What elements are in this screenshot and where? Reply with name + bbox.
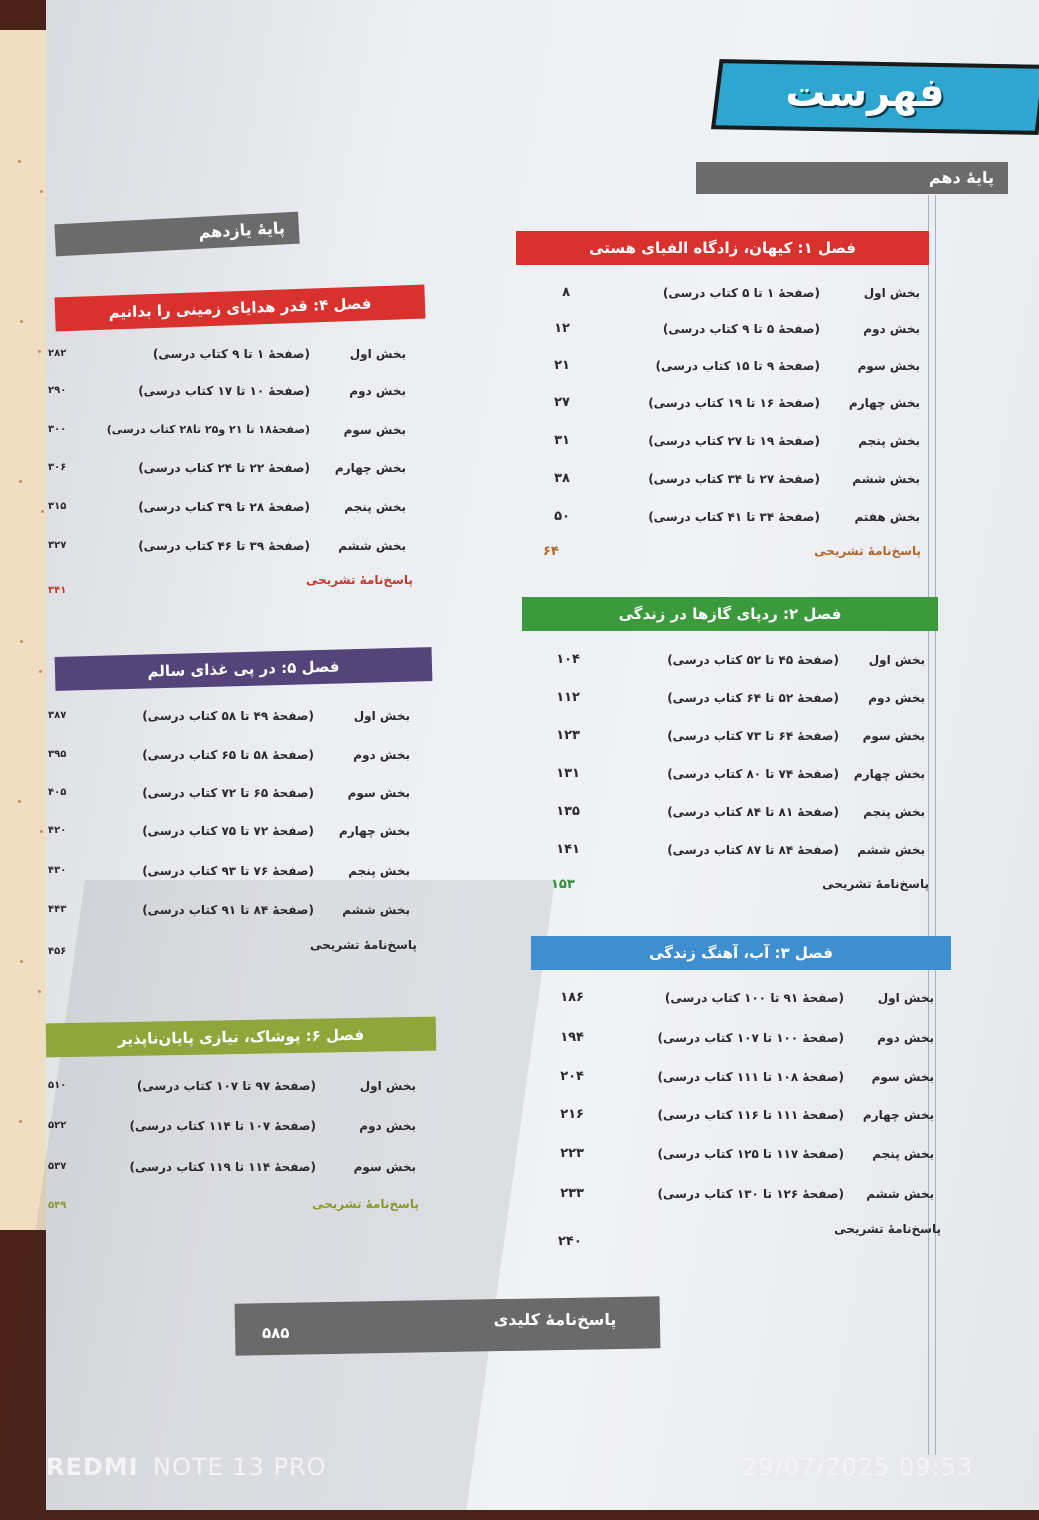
chapter-1-answers-label: پاسخ‌نامهٔ تشریحی [814,544,921,558]
section-label: بخش دوم [349,384,406,398]
page-range: (صفحهٔ ۱۰۰ تا ۱۰۷ کتاب درسی) [657,1031,844,1045]
page-number: ۲۲۳ [560,1146,584,1161]
chapter-1-header [516,231,929,265]
page-shadow [0,880,555,1520]
page-range: (صفحهٔ ۹۷ تا ۱۰۷ کتاب درسی) [136,1079,316,1093]
chapter-3-title: فصل ۳: آب، آهنگ زندگی [649,944,833,962]
section-label: بخش پنجم [344,500,406,514]
page-number: ۵۲۲ [48,1120,67,1131]
section-label: بخش چهارم [848,396,920,410]
chapter-6-answers-label: پاسخ‌نامهٔ تشریحی [312,1197,419,1211]
chapter-4-answers-page: ۳۴۱ [48,585,67,596]
chapter-4-row-6 [46,535,406,557]
page-range: (صفحهٔ ۵ تا ۹ کتاب درسی) [662,322,820,336]
chapter-3-header [531,936,951,970]
chapter-4-row-5 [46,496,406,518]
section-label: بخش سوم [347,786,410,800]
chapter-3-row-1 [532,987,934,1009]
chapter-5-row-5 [46,860,410,882]
page-range: (صفحهٔ ۳۹ تا ۴۶ کتاب درسی) [138,539,310,553]
page-number: ۳۰۰ [48,424,67,435]
page-range: (صفحهٔ ۷۲ تا ۷۵ کتاب درسی) [142,824,314,838]
page-number: ۵۱۰ [48,1080,67,1091]
page-number: ۸ [562,285,570,300]
page-number: ۲۷ [554,395,570,410]
page-number: ۲۸۲ [48,348,67,359]
chapter-2-row-3 [525,725,925,747]
page-range: (صفحهٔ۱۸ تا ۲۱ و۲۵ تا۲۸ کتاب درسی) [106,423,310,436]
page-range: (صفحهٔ ۳۴ تا ۴۱ کتاب درسی) [648,510,820,524]
section-label: بخش هفتم [854,510,920,524]
section-label: بخش دوم [353,748,410,762]
section-label: بخش دوم [359,1119,416,1133]
chapter-4-row-1 [46,343,406,365]
section-label: بخش اول [868,653,925,667]
section-label: بخش چهارم [338,824,410,838]
page-title: فهرست [785,70,945,116]
page-number: ۳۸۷ [48,710,67,721]
chapter-1-row-7 [520,506,920,528]
chapter-2-answers-page: ۱۵۳ [551,877,575,892]
section-label: بخش دوم [877,1031,934,1045]
page-range: (صفحهٔ ۹۱ تا ۱۰۰ کتاب درسی) [664,991,844,1005]
chapter-5-row-4 [46,820,410,842]
section-label: بخش ششم [866,1187,934,1201]
section-label: بخش پنجم [348,864,410,878]
section-label: بخش اول [877,991,934,1005]
page-number: ۲۳۳ [560,1186,584,1201]
chapter-2-header [522,597,938,631]
chapter-1-row-3 [520,355,920,377]
chapter-5-answers-label: پاسخ‌نامهٔ تشریحی [310,938,417,952]
section-label: بخش دوم [863,322,920,336]
page-range: (صفحهٔ ۷۴ تا ۸۰ کتاب درسی) [667,767,839,781]
section-label: بخش پنجم [858,434,920,448]
section-label: بخش سوم [353,1160,416,1174]
page-range: (صفحهٔ ۸۱ تا ۸۴ کتاب درسی) [667,805,839,819]
chapter-4-row-2 [46,380,406,402]
chapter-1-row-1 [520,282,920,304]
page-number: ۴۳۰ [48,865,67,876]
chapter-2-row-1 [525,649,925,671]
section-label: بخش اول [863,286,920,300]
margin-rule [928,195,936,1455]
page-range: (صفحهٔ ۱۰۷ تا ۱۱۴ کتاب درسی) [129,1119,316,1133]
chapter-3-row-4 [532,1104,934,1126]
key-answers-label: پاسخ‌نامهٔ کلیدی [493,1310,617,1329]
chapter-1-row-5 [520,430,920,452]
page-range: (صفحهٔ ۲۸ تا ۳۹ کتاب درسی) [138,500,310,514]
page-number: ۱۲ [554,321,570,336]
page-number: ۳۱۵ [48,501,67,512]
chapter-6-title: فصل ۶: پوشاک، نیازی پایان‌ناپذیر [117,1025,365,1049]
chapter-1-title: فصل ۱: کیهان، زادگاه الفبای هستی [589,239,856,257]
section-label: بخش سوم [862,729,925,743]
page-range: (صفحهٔ ۱۶ تا ۱۹ کتاب درسی) [648,396,820,410]
chapter-3-row-3 [532,1066,934,1088]
chapter-3-row-5 [532,1143,934,1165]
section-label: بخش اول [359,1079,416,1093]
section-label: بخش چهارم [334,461,406,475]
page-range: (صفحهٔ ۷۶ تا ۹۳ کتاب درسی) [142,864,314,878]
page-range: (صفحهٔ ۱۰ تا ۱۷ کتاب درسی) [138,384,310,398]
chapter-3-answers-label: پاسخ‌نامهٔ تشریحی [834,1222,941,1236]
section-label: بخش اول [353,709,410,723]
page-range: (صفحهٔ ۸۴ تا ۹۱ کتاب درسی) [142,903,314,917]
page-number: ۴۲۰ [48,825,67,836]
chapter-2-row-6 [525,839,925,861]
chapter-6-row-1 [46,1075,416,1097]
chapter-3-row-6 [532,1183,934,1205]
section-label: بخش ششم [338,539,406,553]
page-range: (صفحهٔ ۱۲۶ تا ۱۳۰ کتاب درسی) [657,1187,844,1201]
page-number: ۵۳۷ [48,1161,67,1172]
page-range: (صفحهٔ ۹ تا ۱۵ کتاب درسی) [655,359,820,373]
chapter-2-title: فصل ۲: ردپای گازها در زندگی [618,605,842,623]
page-number: ۱۸۶ [560,990,584,1005]
chapter-4-row-4 [46,457,406,479]
camera-brand: REDMI [46,1453,139,1481]
chapter-2-row-2 [525,687,925,709]
chapter-5-row-1 [46,705,410,727]
chapter-6-answers-page: ۵۴۹ [48,1200,67,1211]
page-range: (صفحهٔ ۱۱۴ تا ۱۱۹ کتاب درسی) [129,1160,316,1174]
page-number: ۴۰۵ [48,787,67,798]
page-number: ۵۰ [554,509,570,524]
page-range: (صفحهٔ ۵۸ تا ۶۵ کتاب درسی) [142,748,314,762]
grade-10-header [696,162,1008,194]
chapter-4-answers-label: پاسخ‌نامهٔ تشریحی [306,573,413,587]
chapter-2-row-4 [525,763,925,785]
page-range: (صفحهٔ ۴۹ تا ۵۸ کتاب درسی) [142,709,314,723]
page-range: (صفحهٔ ۱۹ تا ۲۷ کتاب درسی) [648,434,820,448]
chapter-5-title: فصل ۵: در پی غذای سالم [147,657,340,681]
page-range: (صفحهٔ ۱۱۱ تا ۱۱۶ کتاب درسی) [657,1108,844,1122]
chapter-5-row-6 [46,899,410,921]
page-range: (صفحهٔ ۲۲ تا ۲۴ کتاب درسی) [138,461,310,475]
page-range: (صفحهٔ ۸۴ تا ۸۷ کتاب درسی) [667,843,839,857]
chapter-2-answers-label: پاسخ‌نامهٔ تشریحی [822,877,929,891]
page-range: (صفحهٔ ۵۲ تا ۶۴ کتاب درسی) [667,691,839,705]
page-number: ۳۰۶ [48,462,67,473]
chapter-1-answers-page: ۶۴ [543,544,559,559]
page-range: (صفحهٔ ۱۰۸ تا ۱۱۱ کتاب درسی) [657,1070,844,1084]
page-number: ۱۳۱ [556,766,580,781]
section-label: بخش چهارم [853,767,925,781]
section-label: بخش چهارم [862,1108,934,1122]
chapter-1-row-2 [520,318,920,340]
grade-11-label: پایهٔ یازدهم [198,218,286,242]
page-number: ۱۳۵ [556,804,580,819]
page-number: ۲۹۰ [48,385,67,396]
key-answers-page: ۵۸۵ [262,1324,290,1342]
page-number: ۲۱ [554,358,570,373]
page-number: ۳۸ [554,471,570,486]
section-label: بخش ششم [857,843,925,857]
page-number: ۳۲۷ [48,540,67,551]
section-label: بخش ششم [342,903,410,917]
section-label: بخش پنجم [863,805,925,819]
section-label: بخش دوم [868,691,925,705]
grade-10-label: پایهٔ دهم [928,168,994,187]
page-number: ۱۰۴ [556,652,580,667]
page-number: ۳۱ [554,433,570,448]
page-range: (صفحهٔ ۴۵ تا ۵۲ کتاب درسی) [667,653,839,667]
chapter-6-header [46,1017,437,1058]
chapter-1-row-4 [520,392,920,414]
page-range: (صفحهٔ ۶۴ تا ۷۳ کتاب درسی) [667,729,839,743]
chapter-1-row-6 [520,468,920,490]
chapter-4-row-3 [46,419,406,441]
chapter-3-row-2 [532,1027,934,1049]
page-range: (صفحهٔ ۶۵ تا ۷۲ کتاب درسی) [142,786,314,800]
page-number: ۱۴۱ [556,842,580,857]
page-range: (صفحهٔ ۱۱۷ تا ۱۲۵ کتاب درسی) [657,1147,844,1161]
page-number: ۱۲۳ [556,728,580,743]
section-label: بخش ششم [852,472,920,486]
camera-model: NOTE 13 PRO [153,1453,327,1481]
chapter-6-row-2 [46,1115,416,1137]
page-number: ۲۱۶ [560,1107,584,1122]
photo-datetime: 29/07/2025 09:53 [742,1453,974,1481]
page-number: ۱۹۴ [560,1030,584,1045]
page-range: (صفحهٔ ۱ تا ۹ کتاب درسی) [152,347,310,361]
chapter-4-title: فصل ۴: قدر هدایای زمینی را بدانیم [108,294,372,322]
section-label: بخش اول [349,347,406,361]
section-label: بخش پنجم [872,1147,934,1161]
chapter-5-answers-page: ۴۵۶ [48,946,67,957]
chapter-2-row-5 [525,801,925,823]
page-number: ۲۰۴ [560,1069,584,1084]
page-number: ۴۴۳ [48,904,67,915]
section-label: بخش سوم [871,1070,934,1084]
section-label: بخش سوم [857,359,920,373]
chapter-3-answers-page: ۲۴۰ [558,1234,582,1249]
page-number: ۳۹۵ [48,749,67,760]
page-range: (صفحهٔ ۲۷ تا ۳۴ کتاب درسی) [648,472,820,486]
section-label: بخش سوم [343,423,406,437]
page-number: ۱۱۲ [556,690,580,705]
chapter-5-row-3 [46,782,410,804]
page-range: (صفحهٔ ۱ تا ۵ کتاب درسی) [662,286,820,300]
chapter-6-row-3 [46,1156,416,1178]
chapter-5-row-2 [46,744,410,766]
